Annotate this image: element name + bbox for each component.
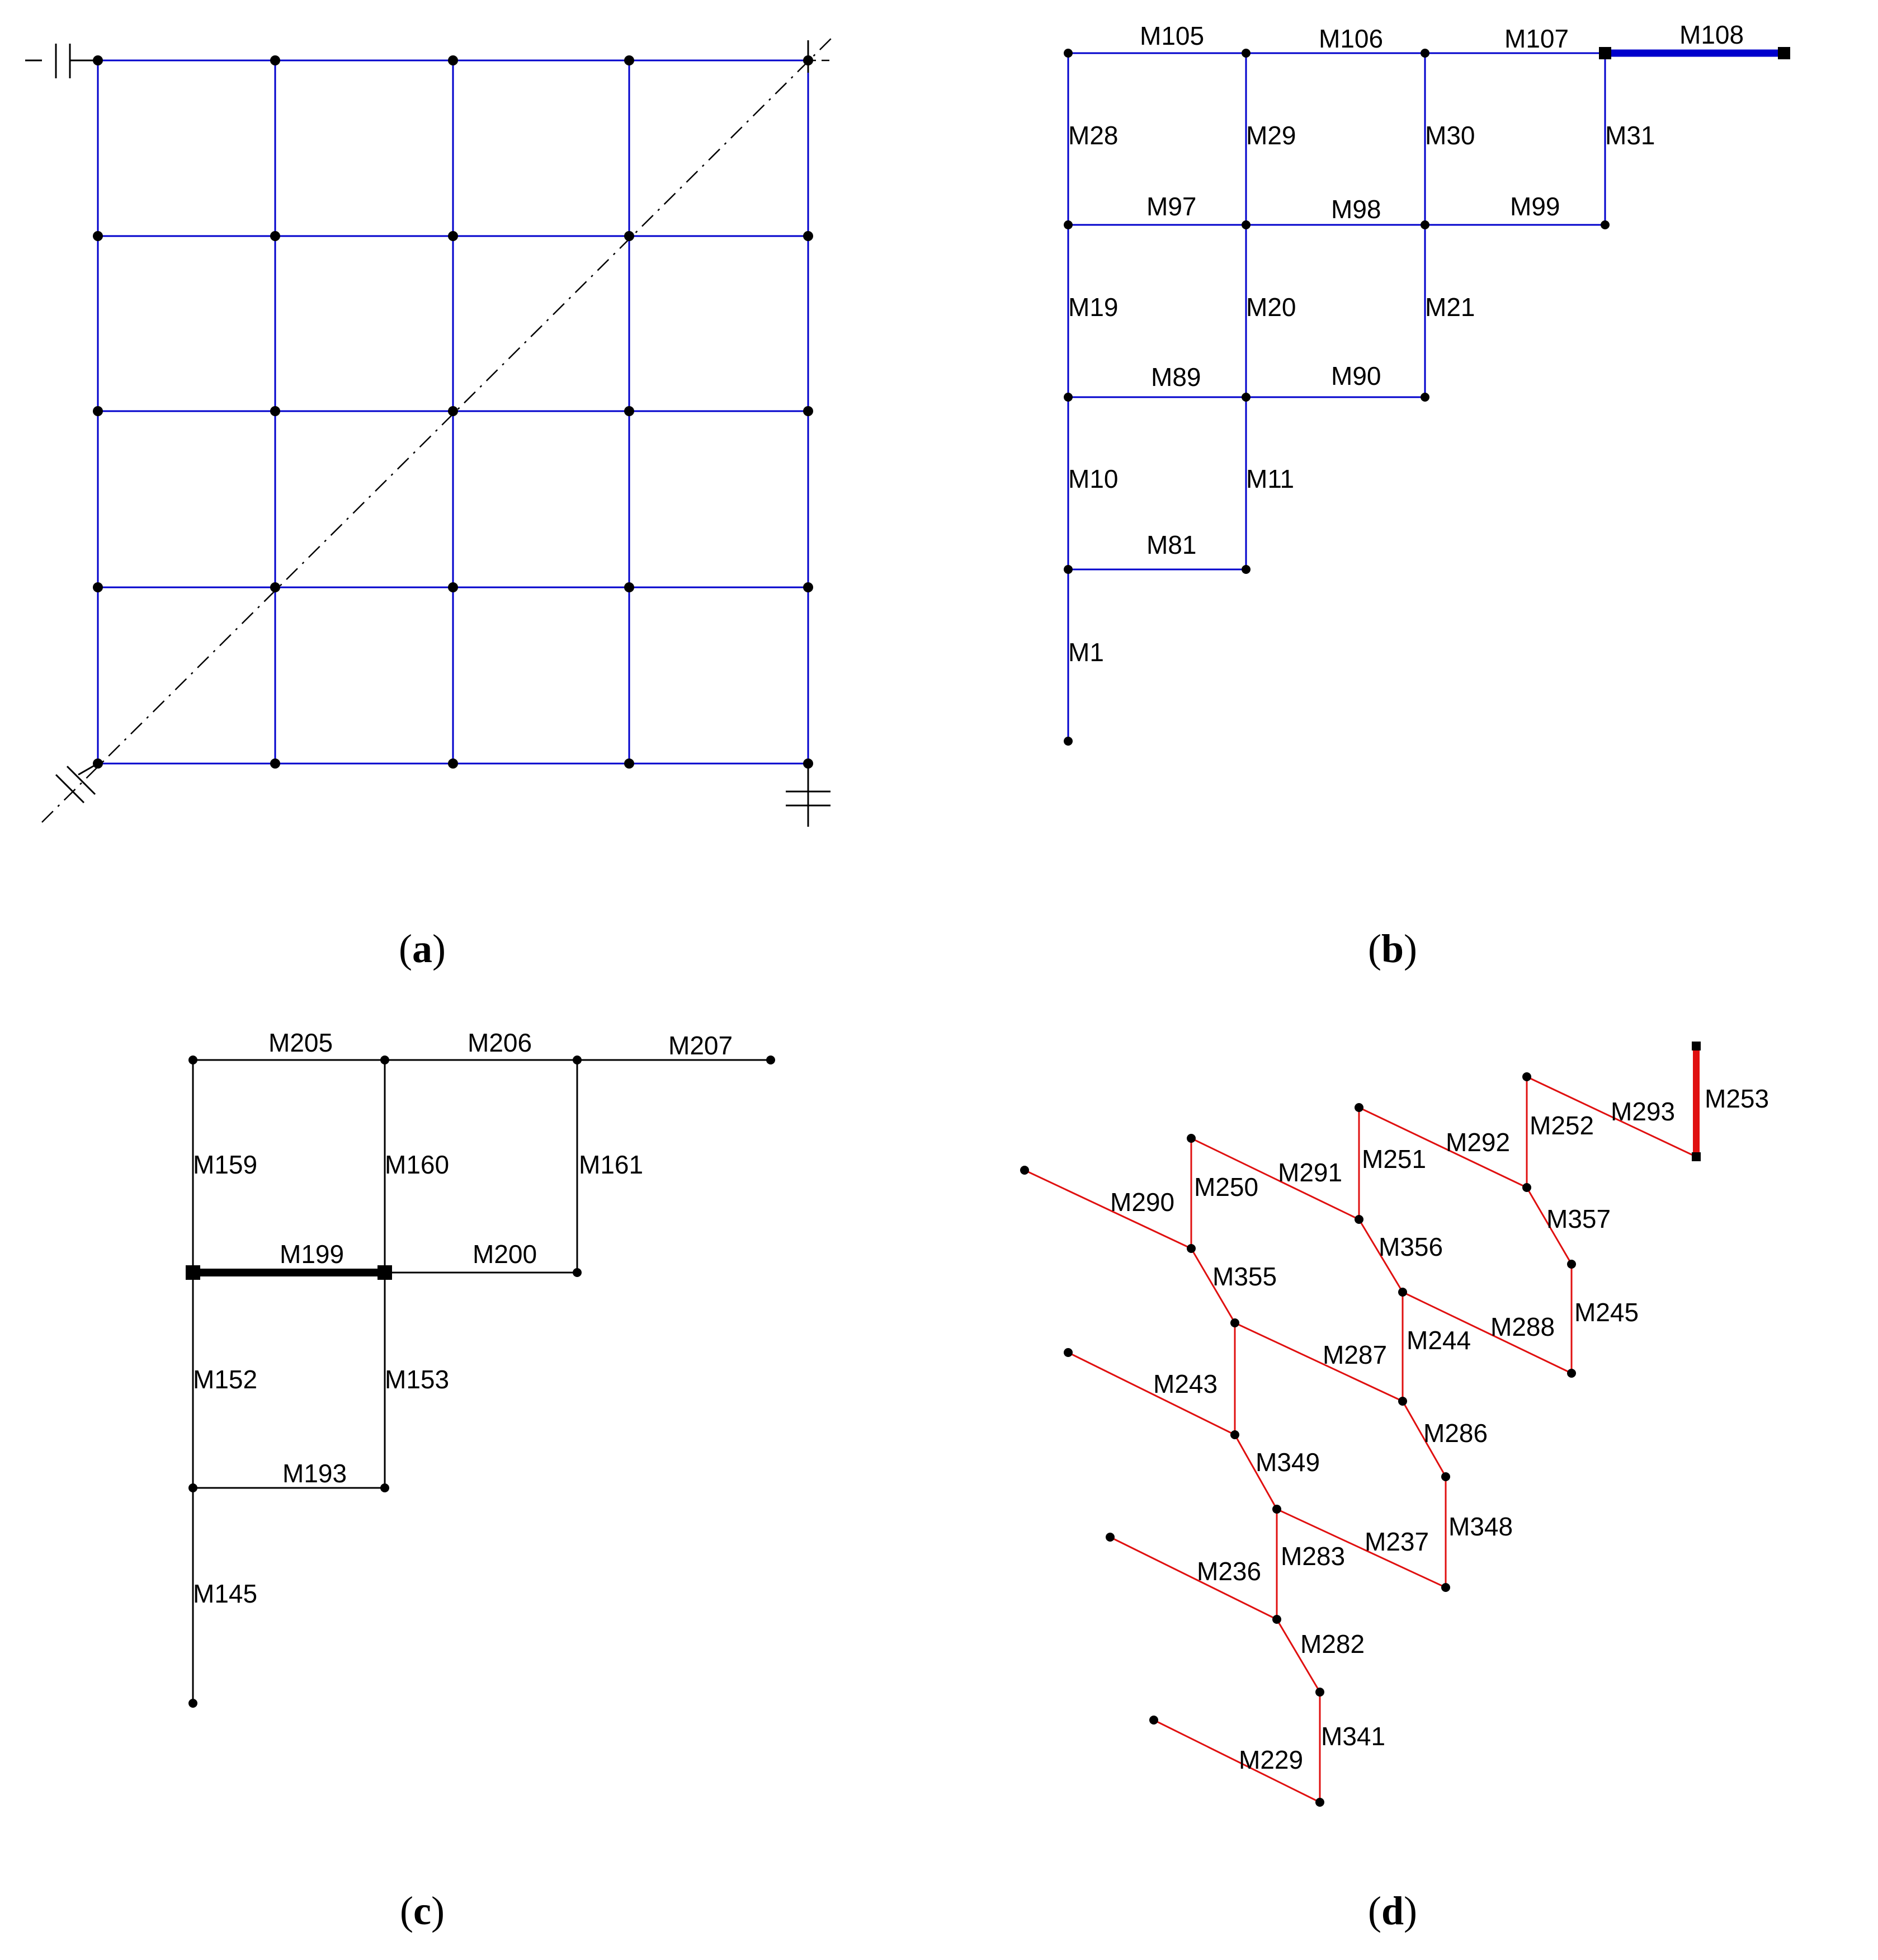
node-point	[624, 758, 634, 769]
member-label: M199	[280, 1240, 345, 1269]
node-point	[1064, 565, 1073, 574]
member-label: M193	[282, 1459, 347, 1488]
node-point	[93, 582, 103, 592]
member-label: M160	[385, 1150, 450, 1179]
diagonal-axis-line	[42, 36, 833, 822]
node-point	[1421, 220, 1429, 229]
node-point	[1778, 47, 1790, 59]
member-label: M348	[1448, 1512, 1513, 1541]
panel-b-frame	[1064, 20, 1790, 746]
member-label: M89	[1151, 362, 1201, 392]
node-point	[1601, 220, 1610, 229]
node-point	[1242, 393, 1251, 402]
node-point	[380, 1483, 389, 1492]
node-point	[188, 1699, 197, 1708]
member-label: M243	[1153, 1369, 1218, 1398]
member-label: M97	[1146, 192, 1197, 221]
member-label: M108	[1679, 20, 1744, 49]
node-point	[1272, 1505, 1281, 1514]
member-label: M341	[1321, 1722, 1386, 1751]
member-label: M29	[1246, 121, 1296, 150]
node-point	[1567, 1369, 1576, 1378]
node-point	[1522, 1183, 1531, 1192]
node-point	[1106, 1533, 1115, 1542]
member-label: M31	[1605, 121, 1655, 150]
node-point	[1187, 1134, 1196, 1143]
member-label: M252	[1530, 1111, 1594, 1140]
member-label: M236	[1197, 1557, 1262, 1586]
node-point	[1692, 1042, 1701, 1050]
member-label: M81	[1146, 530, 1197, 559]
node-point	[1692, 1152, 1701, 1161]
node-point	[1242, 49, 1251, 58]
member-label: M20	[1246, 293, 1296, 322]
node-point	[270, 406, 280, 416]
node-point	[1064, 737, 1073, 746]
member-label: M237	[1365, 1527, 1429, 1556]
node-point	[1230, 1318, 1239, 1327]
caption-c: (c)	[400, 1888, 445, 1933]
node-point	[1567, 1260, 1576, 1269]
node-point	[1272, 1615, 1281, 1624]
member-label: M207	[668, 1031, 733, 1060]
member-label: M159	[193, 1150, 258, 1179]
member-label: M290	[1110, 1188, 1175, 1217]
node-point	[803, 406, 813, 416]
node-point	[93, 406, 103, 416]
member-label: M357	[1546, 1204, 1611, 1233]
node-point	[270, 758, 280, 769]
member-label: M205	[268, 1028, 333, 1057]
node-point	[1149, 1716, 1158, 1725]
node-point	[448, 582, 458, 592]
node-point	[270, 55, 280, 65]
node-point	[1020, 1166, 1029, 1175]
node-point	[1230, 1430, 1239, 1439]
member-label: M283	[1281, 1542, 1346, 1571]
member-label: M229	[1239, 1745, 1304, 1774]
node-point	[270, 231, 280, 241]
member-label: M293	[1611, 1097, 1676, 1126]
member-label: M90	[1331, 361, 1381, 390]
member-label: M30	[1425, 121, 1475, 150]
node-point	[1421, 49, 1429, 58]
member-label: M106	[1319, 24, 1384, 53]
member-label: M153	[385, 1365, 450, 1394]
node-point	[448, 231, 458, 241]
member-label: M161	[579, 1150, 644, 1179]
node-point	[1355, 1103, 1363, 1112]
node-point	[1421, 393, 1429, 402]
node-point	[1242, 220, 1251, 229]
node-point	[766, 1056, 775, 1064]
caption-b: (b)	[1367, 926, 1418, 971]
node-point	[803, 582, 813, 592]
node-point	[1441, 1583, 1450, 1592]
member-label: M244	[1407, 1326, 1471, 1355]
member-label: M287	[1323, 1340, 1388, 1369]
panel-d-frame	[1020, 1042, 1769, 1807]
member-label: M292	[1446, 1128, 1511, 1157]
member-label: M98	[1331, 195, 1381, 224]
node-point	[573, 1056, 582, 1064]
member-label: M152	[193, 1365, 258, 1394]
member-label: M19	[1068, 293, 1119, 322]
panel-a-grid	[25, 36, 833, 827]
member-label: M291	[1278, 1158, 1343, 1187]
member-label: M282	[1300, 1629, 1365, 1659]
member-label: M349	[1256, 1448, 1320, 1477]
member-label: M286	[1423, 1419, 1488, 1448]
node-point	[624, 582, 634, 592]
member-label: M288	[1490, 1312, 1555, 1341]
member-label: M206	[468, 1028, 532, 1057]
member-label: M105	[1140, 21, 1205, 50]
member-label: M10	[1068, 464, 1119, 493]
node-point	[188, 1056, 197, 1064]
node-point	[1315, 1688, 1324, 1697]
member-label: M245	[1574, 1298, 1639, 1327]
node-point	[378, 1265, 392, 1280]
node-point	[624, 55, 634, 65]
node-point	[1599, 47, 1611, 59]
member-label: M11	[1246, 464, 1295, 493]
member-label: M145	[193, 1579, 258, 1608]
member-label: M355	[1212, 1262, 1277, 1291]
member-label: M21	[1425, 293, 1475, 322]
node-point	[1064, 1348, 1073, 1357]
node-point	[1441, 1472, 1450, 1481]
member-label: M250	[1194, 1172, 1259, 1202]
member-label: M251	[1362, 1144, 1427, 1174]
node-point	[1064, 393, 1073, 402]
member-label: M356	[1379, 1232, 1443, 1261]
member-label: M28	[1068, 121, 1119, 150]
member-label: M1	[1068, 638, 1104, 667]
node-point	[1398, 1288, 1407, 1297]
node-point	[1242, 565, 1251, 574]
caption-a: (a)	[399, 926, 446, 971]
node-point	[380, 1056, 389, 1064]
node-point	[1398, 1397, 1407, 1406]
node-point	[624, 406, 634, 416]
node-point	[448, 758, 458, 769]
member-label: M200	[473, 1240, 537, 1269]
node-point	[188, 1483, 197, 1492]
member-label: M107	[1504, 24, 1569, 53]
node-point	[1187, 1244, 1196, 1253]
node-point	[1064, 220, 1073, 229]
node-point	[803, 231, 813, 241]
member-label: M99	[1510, 192, 1560, 221]
node-point	[1355, 1215, 1363, 1224]
caption-d: (d)	[1367, 1888, 1418, 1933]
node-point	[573, 1268, 582, 1277]
node-point	[1315, 1798, 1324, 1807]
node-point	[93, 231, 103, 241]
member-label: M253	[1705, 1084, 1770, 1113]
panel-c-frame	[186, 1028, 775, 1708]
node-point	[186, 1265, 200, 1280]
node-point	[448, 55, 458, 65]
node-point	[1522, 1072, 1531, 1081]
node-point	[1064, 49, 1073, 58]
